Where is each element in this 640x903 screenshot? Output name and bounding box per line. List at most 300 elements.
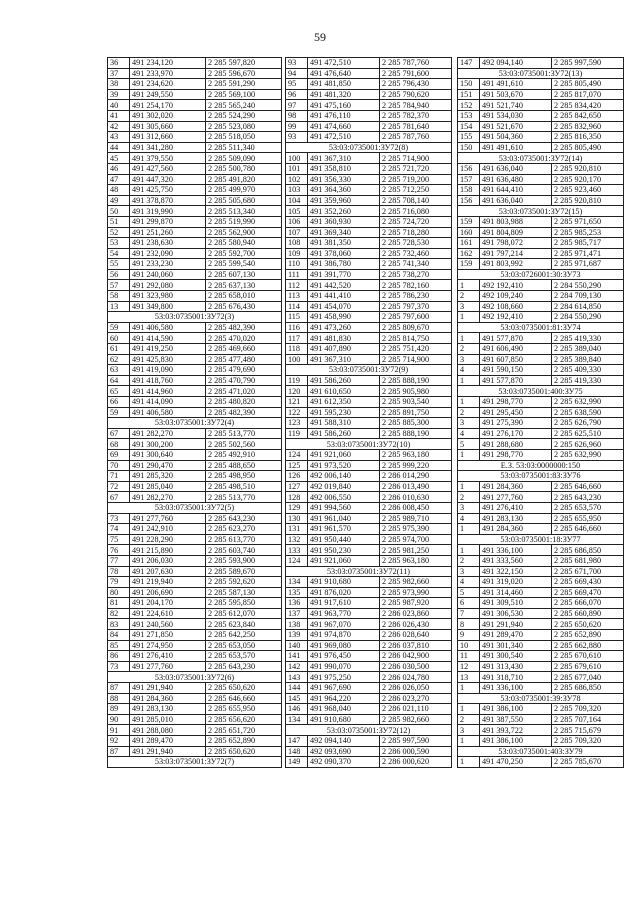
y-coordinate: 2 285 419,330 <box>552 333 624 344</box>
point-number: 63 <box>108 365 130 376</box>
point-number: 39 <box>108 89 130 100</box>
x-coordinate: 491 921,060 <box>308 555 380 566</box>
coordinate-row <box>458 418 624 429</box>
y-coordinate: 2 285 479,690 <box>206 365 282 376</box>
x-coordinate: 491 961,040 <box>308 513 380 524</box>
y-coordinate: 2 285 597,820 <box>206 58 282 69</box>
y-coordinate: 2 285 623,270 <box>206 524 282 535</box>
y-coordinate: 2 285 505,680 <box>206 195 282 206</box>
y-coordinate: 2 285 389,040 <box>552 344 624 355</box>
y-coordinate: 2 285 985,717 <box>552 238 624 249</box>
point-number: 123 <box>286 418 308 429</box>
y-coordinate: 2 285 782,160 <box>380 280 452 291</box>
coordinate-row <box>108 100 282 111</box>
x-coordinate: 491 336,100 <box>480 545 552 556</box>
y-coordinate: 2 285 709,320 <box>552 736 624 747</box>
y-coordinate: 2 285 642,250 <box>206 630 282 641</box>
point-number: 83 <box>108 619 130 630</box>
y-coordinate: 2 285 985,253 <box>552 227 624 238</box>
x-coordinate: 491 974,870 <box>308 630 380 641</box>
y-coordinate: 2 285 591,290 <box>206 79 282 90</box>
y-coordinate: 2 285 787,760 <box>380 58 452 69</box>
x-coordinate: 491 481,830 <box>308 333 380 344</box>
point-number: 2 <box>458 555 480 566</box>
y-coordinate: 2 285 707,164 <box>552 714 624 725</box>
y-coordinate: 2 284 550,290 <box>552 312 624 323</box>
point-number: 66 <box>108 397 130 408</box>
coordinate-row <box>286 630 452 641</box>
y-coordinate: 2 285 718,280 <box>380 227 452 238</box>
y-coordinate: 2 285 599,540 <box>206 259 282 270</box>
y-coordinate: 2 285 905,980 <box>380 386 452 397</box>
coordinate-row <box>458 449 624 460</box>
x-coordinate: 491 290,470 <box>130 460 206 471</box>
y-coordinate: 2 285 477,480 <box>206 354 282 365</box>
y-coordinate: 2 285 646,660 <box>552 481 624 492</box>
x-coordinate: 491 282,270 <box>130 492 206 503</box>
coordinate-row <box>458 227 624 238</box>
point-number: 133 <box>286 545 308 556</box>
point-number: 99 <box>286 121 308 132</box>
coordinate-row <box>108 153 282 164</box>
x-coordinate: 491 612,350 <box>308 397 380 408</box>
y-coordinate: 2 285 814,750 <box>380 333 452 344</box>
x-coordinate: 491 975,250 <box>308 672 380 683</box>
y-coordinate: 2 285 509,090 <box>206 153 282 164</box>
point-number: 142 <box>286 661 308 672</box>
point-number: 150 <box>458 142 480 153</box>
point-number: 152 <box>458 100 480 111</box>
coordinate-row <box>108 216 282 227</box>
x-coordinate: 491 277,760 <box>130 661 206 672</box>
coordinate-row <box>108 661 282 672</box>
coordinate-row <box>108 174 282 185</box>
x-coordinate: 491 206,030 <box>130 555 206 566</box>
x-coordinate: 492 108,660 <box>480 301 552 312</box>
coordinate-row <box>108 428 282 439</box>
coordinate-row <box>458 439 624 450</box>
x-coordinate: 491 336,100 <box>480 683 552 694</box>
parcel-header-row <box>458 206 624 217</box>
point-number: 105 <box>286 206 308 217</box>
x-coordinate: 491 234,620 <box>130 79 206 90</box>
coordinate-row <box>458 492 624 503</box>
x-coordinate: 491 391,770 <box>308 269 380 280</box>
parcel-header-row <box>458 386 624 397</box>
y-coordinate: 2 286 037,810 <box>380 640 452 651</box>
coordinate-row <box>108 492 282 503</box>
coordinate-row <box>458 301 624 312</box>
point-number: 9 <box>458 630 480 641</box>
coordinate-row <box>286 259 452 270</box>
point-number: 65 <box>108 386 130 397</box>
coordinate-row <box>458 587 624 598</box>
point-number: 70 <box>108 460 130 471</box>
x-coordinate: 492 019,840 <box>308 481 380 492</box>
coordinate-row <box>108 397 282 408</box>
y-coordinate: 2 285 790,620 <box>380 89 452 100</box>
y-coordinate: 2 286 014,290 <box>380 471 452 482</box>
x-coordinate: 491 414,960 <box>130 386 206 397</box>
x-coordinate: 491 606,490 <box>480 344 552 355</box>
x-coordinate: 491 973,520 <box>308 460 380 471</box>
x-coordinate: 491 284,360 <box>480 481 552 492</box>
coordinate-row <box>458 640 624 651</box>
y-coordinate: 2 285 637,130 <box>206 280 282 291</box>
point-number: 51 <box>108 216 130 227</box>
coordinate-row <box>458 163 624 174</box>
x-coordinate: 491 369,340 <box>308 227 380 238</box>
point-number: 1 <box>458 524 480 535</box>
y-coordinate: 2 285 592,700 <box>206 248 282 259</box>
x-coordinate: 491 476,110 <box>308 110 380 121</box>
x-coordinate: 491 367,310 <box>308 354 380 365</box>
coordinates-table-right <box>457 57 624 768</box>
coordinate-row <box>108 746 282 757</box>
coordinate-row <box>108 227 282 238</box>
point-number: 10 <box>458 640 480 651</box>
coordinate-row <box>286 619 452 630</box>
y-coordinate: 2 285 587,130 <box>206 587 282 598</box>
y-coordinate: 2 285 715,679 <box>552 725 624 736</box>
coordinate-row <box>108 545 282 556</box>
point-number: 124 <box>286 449 308 460</box>
point-number: 41 <box>108 110 130 121</box>
x-coordinate: 491 968,040 <box>308 704 380 715</box>
x-coordinate: 491 950,230 <box>308 545 380 556</box>
x-coordinate: 491 285,010 <box>130 714 206 725</box>
coordinate-row <box>286 89 452 100</box>
point-number: 119 <box>286 375 308 386</box>
coordinate-row <box>286 524 452 535</box>
y-coordinate: 2 285 712,250 <box>380 185 452 196</box>
coordinate-row <box>458 100 624 111</box>
coordinate-row <box>458 736 624 747</box>
point-number: 120 <box>286 386 308 397</box>
point-number: 160 <box>458 227 480 238</box>
x-coordinate: 491 969,080 <box>308 640 380 651</box>
coordinate-row <box>108 524 282 535</box>
y-coordinate: 2 285 653,570 <box>206 651 282 662</box>
point-number: 81 <box>108 598 130 609</box>
point-number: 82 <box>108 608 130 619</box>
y-coordinate: 2 285 719,200 <box>380 174 452 185</box>
point-number: 121 <box>286 397 308 408</box>
point-number: 1 <box>458 312 480 323</box>
x-coordinate: 491 406,580 <box>130 407 206 418</box>
point-number: 44 <box>108 142 130 153</box>
coordinate-row <box>286 651 452 662</box>
x-coordinate: 491 291,940 <box>480 619 552 630</box>
y-coordinate: 2 285 999,220 <box>380 460 452 471</box>
point-number: 1 <box>458 481 480 492</box>
x-coordinate: 492 006,550 <box>308 492 380 503</box>
point-number: 117 <box>286 333 308 344</box>
coordinate-row <box>108 163 282 174</box>
coordinate-row <box>286 280 452 291</box>
point-number: 56 <box>108 269 130 280</box>
point-number: 1 <box>458 280 480 291</box>
x-coordinate: 491 224,610 <box>130 608 206 619</box>
point-number: 3 <box>458 301 480 312</box>
point-number: 116 <box>286 322 308 333</box>
y-coordinate: 2 285 741,340 <box>380 259 452 270</box>
coordinate-row <box>458 216 624 227</box>
point-number: 144 <box>286 683 308 694</box>
coordinate-row <box>108 58 282 69</box>
point-number: 67 <box>108 428 130 439</box>
y-coordinate: 2 286 042,900 <box>380 651 452 662</box>
point-number: 100 <box>286 153 308 164</box>
x-coordinate: 491 271,850 <box>130 630 206 641</box>
coordinate-row <box>286 608 452 619</box>
x-coordinate: 491 476,640 <box>308 68 380 79</box>
point-number: 59 <box>108 407 130 418</box>
coordinate-row <box>458 291 624 302</box>
parcel-header-row <box>286 566 452 577</box>
y-coordinate: 2 285 518,050 <box>206 132 282 143</box>
point-number: 126 <box>286 471 308 482</box>
y-coordinate: 2 286 024,780 <box>380 672 452 683</box>
coordinate-row <box>286 301 452 312</box>
y-coordinate: 2 285 669,470 <box>552 587 624 598</box>
parcel-header-row <box>458 471 624 482</box>
y-coordinate: 2 285 650,620 <box>552 619 624 630</box>
y-coordinate: 2 285 607,130 <box>206 269 282 280</box>
point-number: 145 <box>286 693 308 704</box>
y-coordinate: 2 286 026,430 <box>380 619 452 630</box>
y-coordinate: 2 285 593,900 <box>206 555 282 566</box>
point-number: 4 <box>458 365 480 376</box>
x-coordinate: 491 472,510 <box>308 132 380 143</box>
x-coordinate: 491 386,780 <box>308 259 380 270</box>
y-coordinate: 2 285 671,700 <box>552 566 624 577</box>
x-coordinate: 491 322,150 <box>480 566 552 577</box>
x-coordinate: 491 967,690 <box>308 683 380 694</box>
coordinate-row <box>286 704 452 715</box>
point-number: 1 <box>458 545 480 556</box>
x-coordinate: 491 994,560 <box>308 502 380 513</box>
x-coordinate: 491 419,250 <box>130 344 206 355</box>
point-number: 45 <box>108 153 130 164</box>
y-coordinate: 2 285 524,290 <box>206 110 282 121</box>
parcel-id: 53:03:0735001:ЗУ72(12) <box>286 725 452 736</box>
coordinate-row <box>458 121 624 132</box>
coordinate-row <box>286 397 452 408</box>
point-number: 112 <box>286 280 308 291</box>
y-coordinate: 2 285 888,190 <box>380 428 452 439</box>
coordinate-row <box>458 704 624 715</box>
x-coordinate: 491 990,070 <box>308 661 380 672</box>
coordinate-row <box>458 354 624 365</box>
x-coordinate: 491 961,570 <box>308 524 380 535</box>
coordinate-row <box>286 333 452 344</box>
y-coordinate: 2 285 632,990 <box>552 449 624 460</box>
y-coordinate: 2 285 997,590 <box>552 58 624 69</box>
coordinate-row <box>286 110 452 121</box>
point-number: 74 <box>108 524 130 535</box>
y-coordinate: 2 285 498,950 <box>206 471 282 482</box>
x-coordinate: 491 910,680 <box>308 714 380 725</box>
x-coordinate: 491 963,770 <box>308 608 380 619</box>
y-coordinate: 2 285 751,420 <box>380 344 452 355</box>
point-number: 13 <box>108 301 130 312</box>
coordinate-row <box>108 460 282 471</box>
y-coordinate: 2 286 008,450 <box>380 502 452 513</box>
y-coordinate: 2 284 614,850 <box>552 301 624 312</box>
parcel-header-row <box>458 269 624 280</box>
y-coordinate: 2 285 498,510 <box>206 481 282 492</box>
point-number: 131 <box>286 524 308 535</box>
x-coordinate: 491 534,030 <box>480 110 552 121</box>
coordinate-row <box>286 174 452 185</box>
point-number: 129 <box>286 502 308 513</box>
point-number: 109 <box>286 248 308 259</box>
x-coordinate: 491 521,740 <box>480 100 552 111</box>
y-coordinate: 2 285 805,490 <box>552 142 624 153</box>
coordinate-row <box>108 471 282 482</box>
y-coordinate: 2 285 805,490 <box>552 79 624 90</box>
coordinate-row <box>286 714 452 725</box>
x-coordinate: 491 586,260 <box>308 428 380 439</box>
point-number: 55 <box>108 259 130 270</box>
x-coordinate: 491 215,890 <box>130 545 206 556</box>
coordinate-row <box>108 683 282 694</box>
point-number: 130 <box>286 513 308 524</box>
y-coordinate: 2 285 982,660 <box>380 577 452 588</box>
point-number: 127 <box>286 481 308 492</box>
coordinate-row <box>458 375 624 386</box>
point-number: 60 <box>108 333 130 344</box>
y-coordinate: 2 285 482,390 <box>206 322 282 333</box>
coordinate-row <box>286 354 452 365</box>
point-number: 102 <box>286 174 308 185</box>
x-coordinate: 491 950,440 <box>308 534 380 545</box>
parcel-header-row <box>108 672 282 683</box>
coordinate-row <box>286 555 452 566</box>
point-number: 162 <box>458 248 480 259</box>
x-coordinate: 491 393,722 <box>480 725 552 736</box>
x-coordinate: 491 233,970 <box>130 68 206 79</box>
x-coordinate: 491 364,360 <box>308 185 380 196</box>
x-coordinate: 491 406,580 <box>130 322 206 333</box>
x-coordinate: 491 419,090 <box>130 365 206 376</box>
y-coordinate: 2 285 655,950 <box>206 704 282 715</box>
x-coordinate: 491 314,460 <box>480 587 552 598</box>
y-coordinate: 2 285 569,100 <box>206 89 282 100</box>
y-coordinate: 2 285 409,330 <box>552 365 624 376</box>
x-coordinate: 491 454,070 <box>308 301 380 312</box>
point-number: 104 <box>286 195 308 206</box>
point-number: 91 <box>108 725 130 736</box>
y-coordinate: 2 285 658,010 <box>206 291 282 302</box>
point-number: 110 <box>286 259 308 270</box>
point-number: 114 <box>286 301 308 312</box>
x-coordinate: 491 249,550 <box>130 89 206 100</box>
x-coordinate: 491 441,410 <box>308 291 380 302</box>
point-number: 75 <box>108 534 130 545</box>
coordinate-row <box>108 577 282 588</box>
point-number: 79 <box>108 577 130 588</box>
parcel-id: 53:03:0735001:ЗУ72(7) <box>108 757 282 768</box>
x-coordinate: 492 094,140 <box>480 58 552 69</box>
point-number: 98 <box>286 110 308 121</box>
coordinate-row <box>286 216 452 227</box>
y-coordinate: 2 286 021,110 <box>380 704 452 715</box>
point-number: 140 <box>286 640 308 651</box>
x-coordinate: 491 472,510 <box>308 58 380 69</box>
coordinate-row <box>108 598 282 609</box>
point-number: 43 <box>108 132 130 143</box>
y-coordinate: 2 285 971,471 <box>552 248 624 259</box>
coordinate-row <box>108 354 282 365</box>
y-coordinate: 2 285 963,180 <box>380 555 452 566</box>
x-coordinate: 491 491,610 <box>480 142 552 153</box>
y-coordinate: 2 285 488,650 <box>206 460 282 471</box>
point-number: 161 <box>458 238 480 249</box>
point-number: 106 <box>286 216 308 227</box>
coordinate-row <box>108 68 282 79</box>
coordinate-row <box>108 640 282 651</box>
x-coordinate: 491 300,540 <box>480 651 552 662</box>
x-coordinate: 491 219,940 <box>130 577 206 588</box>
x-coordinate: 491 276,410 <box>130 651 206 662</box>
coordinate-row <box>458 397 624 408</box>
x-coordinate: 491 306,530 <box>480 608 552 619</box>
coordinate-row <box>108 206 282 217</box>
y-coordinate: 2 285 716,080 <box>380 206 452 217</box>
y-coordinate: 2 285 796,430 <box>380 79 452 90</box>
x-coordinate: 491 349,800 <box>130 301 206 312</box>
y-coordinate: 2 285 643,230 <box>206 661 282 672</box>
point-number: 147 <box>458 58 480 69</box>
coordinate-row <box>458 333 624 344</box>
x-coordinate: 491 921,060 <box>308 449 380 460</box>
coordinate-row <box>286 121 452 132</box>
y-coordinate: 2 286 028,640 <box>380 630 452 641</box>
coordinate-row <box>458 555 624 566</box>
parcel-id: 53:03:0735001:ЗУ72(4) <box>108 418 282 429</box>
y-coordinate: 2 285 470,790 <box>206 375 282 386</box>
coordinate-row <box>458 312 624 323</box>
y-coordinate: 2 286 010,630 <box>380 492 452 503</box>
coordinate-row <box>458 672 624 683</box>
x-coordinate: 491 323,980 <box>130 291 206 302</box>
coordinate-row <box>108 365 282 376</box>
y-coordinate: 2 285 784,940 <box>380 100 452 111</box>
y-coordinate: 2 285 724,720 <box>380 216 452 227</box>
coordinate-row <box>286 163 452 174</box>
point-number: 155 <box>458 132 480 143</box>
coordinate-row <box>286 661 452 672</box>
x-coordinate: 491 387,550 <box>480 714 552 725</box>
page-number: 59 <box>314 30 326 44</box>
coordinate-row <box>108 89 282 100</box>
point-number: 37 <box>108 68 130 79</box>
coordinates-table-middle <box>285 57 452 768</box>
x-coordinate: 491 301,340 <box>480 640 552 651</box>
coordinate-row <box>286 58 452 69</box>
x-coordinate: 491 289,470 <box>480 630 552 641</box>
y-coordinate: 2 285 832,960 <box>552 121 624 132</box>
y-coordinate: 2 285 562,900 <box>206 227 282 238</box>
coordinate-row <box>286 471 452 482</box>
y-coordinate: 2 285 625,510 <box>552 428 624 439</box>
point-number: 100 <box>286 354 308 365</box>
coordinate-row <box>286 449 452 460</box>
coordinate-row <box>286 746 452 757</box>
coordinate-row <box>458 407 624 418</box>
